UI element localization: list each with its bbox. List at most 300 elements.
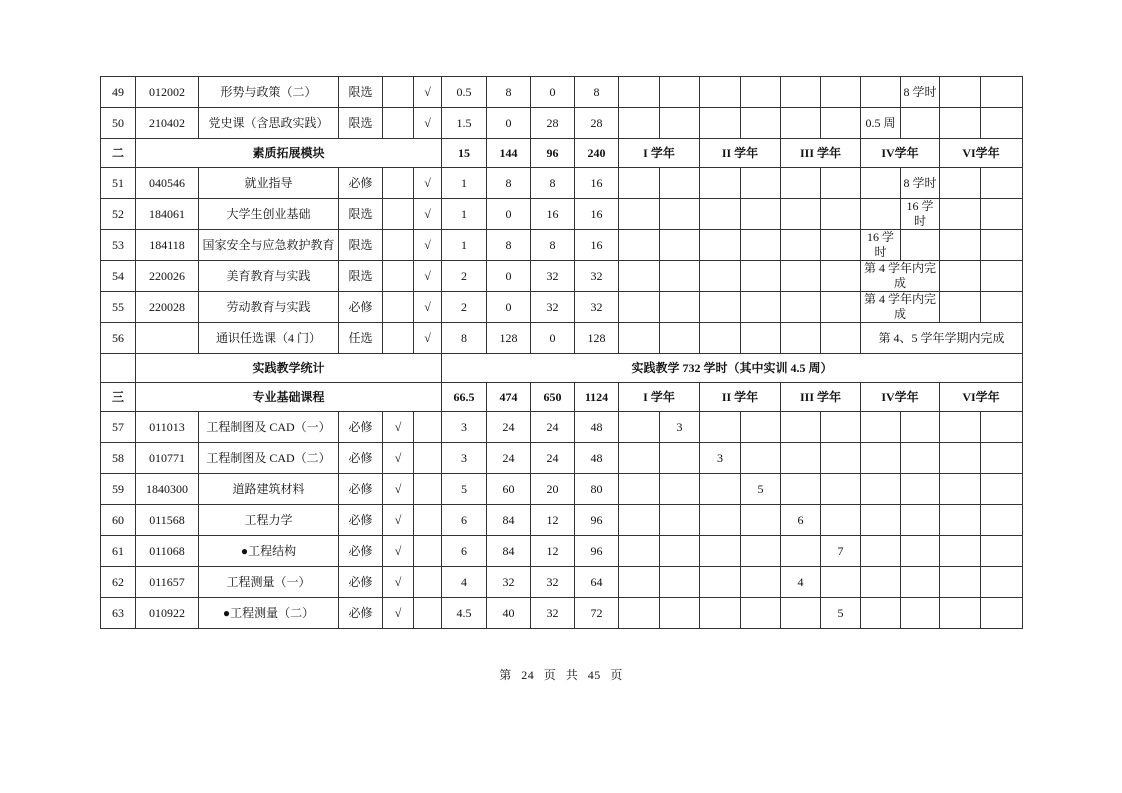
section-number: 二	[101, 139, 136, 168]
hours-theory: 8	[487, 77, 531, 108]
hours-total: 64	[575, 567, 619, 598]
year-header: II 学年	[700, 383, 781, 412]
semester-cell	[700, 292, 741, 323]
hours-theory: 32	[487, 567, 531, 598]
semester-cell	[619, 292, 660, 323]
semester-cell	[741, 412, 781, 443]
check-cell	[414, 536, 442, 567]
semester-cell	[781, 323, 821, 354]
page-unit: 页	[543, 668, 557, 682]
hours-practice: 16	[531, 199, 575, 230]
semester-cell	[981, 443, 1023, 474]
row-number: 51	[101, 168, 136, 199]
section-hours-practice: 650	[531, 383, 575, 412]
semester-cell	[861, 536, 901, 567]
check-cell: √	[414, 292, 442, 323]
semester-cell	[901, 230, 940, 261]
semester-cell: 7	[821, 536, 861, 567]
semester-cell	[700, 412, 741, 443]
semester-cell	[901, 108, 940, 139]
semester-cell	[821, 323, 861, 354]
hours-total: 8	[575, 77, 619, 108]
semester-cell	[981, 474, 1023, 505]
hours-practice: 8	[531, 168, 575, 199]
hours-practice: 8	[531, 230, 575, 261]
hours-practice: 0	[531, 323, 575, 354]
semester-cell	[861, 598, 901, 629]
row-number: 55	[101, 292, 136, 323]
section-header-row	[101, 139, 1023, 168]
hours-total: 16	[575, 199, 619, 230]
credit: 6	[442, 536, 487, 567]
check-cell: √	[414, 77, 442, 108]
course-type: 限选	[339, 108, 383, 139]
semester-cell	[700, 108, 741, 139]
completion-note: 第 4、5 学年学期内完成	[861, 323, 1023, 354]
semester-cell	[981, 536, 1023, 567]
row-number: 61	[101, 536, 136, 567]
semester-cell	[781, 292, 821, 323]
completion-note: 第 4 学年内完成	[861, 292, 940, 323]
semester-cell	[700, 505, 741, 536]
hours-practice: 12	[531, 505, 575, 536]
table-row	[101, 536, 1023, 567]
semester-cell	[861, 505, 901, 536]
semester-cell	[940, 77, 981, 108]
semester-cell	[619, 505, 660, 536]
course-name: 工程制图及 CAD（二）	[199, 443, 339, 474]
year-header: III 学年	[781, 383, 861, 412]
semester-cell	[781, 230, 821, 261]
hours-total: 32	[575, 261, 619, 292]
semester-cell	[781, 474, 821, 505]
course-type: 限选	[339, 261, 383, 292]
semester-cell	[781, 261, 821, 292]
hours-practice: 32	[531, 598, 575, 629]
semester-cell	[700, 77, 741, 108]
semester-cell	[741, 505, 781, 536]
semester-cell	[821, 108, 861, 139]
course-name: 形势与政策（二）	[199, 77, 339, 108]
semester-cell	[660, 199, 700, 230]
semester-cell	[741, 598, 781, 629]
hours-total: 72	[575, 598, 619, 629]
semester-cell	[660, 505, 700, 536]
row-number: 63	[101, 598, 136, 629]
semester-cell	[861, 412, 901, 443]
semester-cell	[741, 443, 781, 474]
semester-cell	[940, 292, 981, 323]
table-row	[101, 292, 1023, 323]
semester-cell	[981, 292, 1023, 323]
total-unit: 页	[610, 668, 623, 682]
course-type: 限选	[339, 230, 383, 261]
semester-cell	[660, 536, 700, 567]
section-header-row	[101, 383, 1023, 412]
table-row	[101, 77, 1023, 108]
section-title: 素质拓展模块	[136, 139, 442, 168]
course-code: 011657	[136, 567, 199, 598]
check-cell	[383, 77, 414, 108]
check-cell	[414, 505, 442, 536]
credit: 0.5	[442, 77, 487, 108]
hours-practice: 20	[531, 474, 575, 505]
course-code: 040546	[136, 168, 199, 199]
semester-cell	[821, 77, 861, 108]
semester-cell	[660, 108, 700, 139]
course-name: 道路建筑材料	[199, 474, 339, 505]
semester-cell	[660, 443, 700, 474]
semester-cell	[700, 567, 741, 598]
semester-cell	[660, 230, 700, 261]
hours-total: 48	[575, 443, 619, 474]
course-code: 011068	[136, 536, 199, 567]
semester-cell	[700, 323, 741, 354]
semester-cell: 0.5 周	[861, 108, 901, 139]
semester-cell	[660, 168, 700, 199]
course-type: 必修	[339, 598, 383, 629]
semester-cell	[619, 412, 660, 443]
semester-cell: 8 学时	[901, 77, 940, 108]
semester-cell	[981, 168, 1023, 199]
credit: 5	[442, 474, 487, 505]
semester-cell	[781, 412, 821, 443]
hours-practice: 12	[531, 536, 575, 567]
semester-cell	[981, 598, 1023, 629]
semester-cell	[940, 567, 981, 598]
check-cell	[383, 168, 414, 199]
semester-cell	[700, 230, 741, 261]
year-header: IV学年	[861, 383, 940, 412]
semester-cell: 16 学时	[861, 230, 901, 261]
check-cell: √	[383, 443, 414, 474]
course-code: 012002	[136, 77, 199, 108]
semester-cell: 3	[660, 412, 700, 443]
semester-cell	[981, 77, 1023, 108]
hours-practice: 28	[531, 108, 575, 139]
year-header: I 学年	[619, 383, 700, 412]
table-row	[101, 230, 1023, 261]
course-type: 必修	[339, 567, 383, 598]
semester-cell	[821, 168, 861, 199]
course-name: 劳动教育与实践	[199, 292, 339, 323]
row-number: 49	[101, 77, 136, 108]
row-number: 58	[101, 443, 136, 474]
semester-cell	[901, 474, 940, 505]
credit: 2	[442, 261, 487, 292]
hours-practice: 24	[531, 443, 575, 474]
semester-cell	[901, 443, 940, 474]
course-code: 220028	[136, 292, 199, 323]
semester-cell: 4	[781, 567, 821, 598]
course-type: 必修	[339, 474, 383, 505]
semester-cell	[741, 536, 781, 567]
semester-cell: 5	[741, 474, 781, 505]
semester-cell	[861, 77, 901, 108]
semester-cell	[901, 505, 940, 536]
practice-summary-row	[101, 354, 1023, 383]
check-cell	[414, 474, 442, 505]
row-number: 60	[101, 505, 136, 536]
semester-cell	[821, 567, 861, 598]
semester-cell	[981, 199, 1023, 230]
course-type: 必修	[339, 536, 383, 567]
semester-cell	[700, 199, 741, 230]
check-cell: √	[383, 598, 414, 629]
hours-theory: 60	[487, 474, 531, 505]
semester-cell	[940, 412, 981, 443]
credit: 3	[442, 443, 487, 474]
row-number: 50	[101, 108, 136, 139]
table-row	[101, 108, 1023, 139]
course-type: 必修	[339, 168, 383, 199]
semester-cell	[619, 77, 660, 108]
check-cell	[414, 412, 442, 443]
course-code	[136, 323, 199, 354]
table-row	[101, 261, 1023, 292]
section-hours-practice: 96	[531, 139, 575, 168]
semester-cell	[940, 168, 981, 199]
credit: 1	[442, 199, 487, 230]
course-code: 184118	[136, 230, 199, 261]
course-type: 必修	[339, 443, 383, 474]
semester-cell	[741, 199, 781, 230]
row-number: 54	[101, 261, 136, 292]
hours-practice: 0	[531, 77, 575, 108]
check-cell	[414, 598, 442, 629]
credit: 6	[442, 505, 487, 536]
course-code: 210402	[136, 108, 199, 139]
table-row	[101, 199, 1023, 230]
semester-cell	[821, 474, 861, 505]
hours-theory: 40	[487, 598, 531, 629]
check-cell: √	[414, 323, 442, 354]
semester-cell	[940, 230, 981, 261]
credit: 1.5	[442, 108, 487, 139]
check-cell	[383, 292, 414, 323]
semester-cell	[781, 199, 821, 230]
row-number: 59	[101, 474, 136, 505]
hours-theory: 24	[487, 412, 531, 443]
credit: 3	[442, 412, 487, 443]
page-number: 24	[521, 668, 535, 682]
section-number: 三	[101, 383, 136, 412]
check-cell: √	[414, 230, 442, 261]
semester-cell	[861, 567, 901, 598]
hours-total: 16	[575, 168, 619, 199]
table-row	[101, 323, 1023, 354]
semester-cell	[741, 108, 781, 139]
hours-theory: 128	[487, 323, 531, 354]
semester-cell: 6	[781, 505, 821, 536]
hours-practice: 32	[531, 292, 575, 323]
check-cell: √	[383, 536, 414, 567]
semester-cell	[821, 261, 861, 292]
semester-cell	[619, 108, 660, 139]
semester-cell	[700, 474, 741, 505]
hours-total: 32	[575, 292, 619, 323]
course-code: 220026	[136, 261, 199, 292]
course-type: 限选	[339, 77, 383, 108]
check-cell: √	[414, 261, 442, 292]
hours-total: 28	[575, 108, 619, 139]
course-type: 任选	[339, 323, 383, 354]
course-name: 工程制图及 CAD（一）	[199, 412, 339, 443]
credit: 4	[442, 567, 487, 598]
hours-theory: 0	[487, 199, 531, 230]
check-cell	[383, 261, 414, 292]
check-cell: √	[383, 474, 414, 505]
year-header: IV学年	[861, 139, 940, 168]
hours-total: 80	[575, 474, 619, 505]
check-cell: √	[414, 168, 442, 199]
semester-cell	[940, 443, 981, 474]
semester-cell	[619, 443, 660, 474]
course-code: 011013	[136, 412, 199, 443]
semester-cell	[861, 443, 901, 474]
semester-cell	[660, 292, 700, 323]
check-cell	[414, 443, 442, 474]
semester-cell	[901, 598, 940, 629]
semester-cell	[981, 412, 1023, 443]
table-row	[101, 505, 1023, 536]
hours-practice: 32	[531, 567, 575, 598]
credit: 1	[442, 168, 487, 199]
semester-cell	[660, 567, 700, 598]
course-name: ●工程测量（二）	[199, 598, 339, 629]
course-name: ●工程结构	[199, 536, 339, 567]
hours-total: 96	[575, 505, 619, 536]
semester-cell	[619, 199, 660, 230]
section-credit: 66.5	[442, 383, 487, 412]
semester-cell	[940, 598, 981, 629]
year-header: VI学年	[940, 139, 1023, 168]
semester-cell	[781, 77, 821, 108]
semester-cell	[821, 443, 861, 474]
semester-cell: 16 学时	[901, 199, 940, 230]
row-number: 62	[101, 567, 136, 598]
semester-cell	[700, 261, 741, 292]
course-type: 必修	[339, 412, 383, 443]
hours-theory: 8	[487, 168, 531, 199]
semester-cell	[741, 77, 781, 108]
course-name: 美育教育与实践	[199, 261, 339, 292]
course-name: 就业指导	[199, 168, 339, 199]
hours-total: 16	[575, 230, 619, 261]
section-hours-theory: 144	[487, 139, 531, 168]
practice-summary: 实践教学 732 学时（其中实训 4.5 周）	[442, 354, 1023, 383]
hours-theory: 0	[487, 261, 531, 292]
check-cell: √	[414, 108, 442, 139]
credit: 8	[442, 323, 487, 354]
course-name: 工程测量（一）	[199, 567, 339, 598]
hours-theory: 84	[487, 505, 531, 536]
semester-cell	[619, 261, 660, 292]
section-credit: 15	[442, 139, 487, 168]
semester-cell	[619, 598, 660, 629]
year-header: I 学年	[619, 139, 700, 168]
section-hours-total: 240	[575, 139, 619, 168]
semester-cell	[940, 108, 981, 139]
semester-cell	[619, 567, 660, 598]
semester-cell	[901, 536, 940, 567]
semester-cell	[981, 108, 1023, 139]
semester-cell	[861, 168, 901, 199]
semester-cell	[981, 567, 1023, 598]
credit: 4.5	[442, 598, 487, 629]
semester-cell	[901, 567, 940, 598]
semester-cell	[781, 443, 821, 474]
semester-cell	[619, 536, 660, 567]
semester-cell	[940, 536, 981, 567]
hours-total: 48	[575, 412, 619, 443]
semester-cell	[660, 77, 700, 108]
semester-cell	[821, 505, 861, 536]
hours-total: 96	[575, 536, 619, 567]
check-cell: √	[383, 505, 414, 536]
row-number: 52	[101, 199, 136, 230]
course-name: 党史课（含思政实践）	[199, 108, 339, 139]
semester-cell	[660, 323, 700, 354]
table-body	[101, 77, 1023, 629]
page-footer	[0, 666, 1122, 683]
course-code: 010771	[136, 443, 199, 474]
semester-cell	[821, 230, 861, 261]
hours-theory: 0	[487, 108, 531, 139]
course-name: 国家安全与应急救护教育	[199, 230, 339, 261]
semester-cell	[821, 292, 861, 323]
total-label: 共	[565, 668, 579, 682]
semester-cell	[741, 168, 781, 199]
semester-cell: 3	[700, 443, 741, 474]
course-type: 限选	[339, 199, 383, 230]
check-cell	[383, 108, 414, 139]
course-type: 必修	[339, 292, 383, 323]
page-label: 第	[499, 668, 512, 682]
check-cell	[383, 230, 414, 261]
table-row	[101, 567, 1023, 598]
semester-cell	[619, 323, 660, 354]
semester-cell	[940, 505, 981, 536]
blank-cell	[101, 354, 136, 383]
semester-cell	[700, 168, 741, 199]
course-type: 必修	[339, 505, 383, 536]
section-title: 专业基础课程	[136, 383, 442, 412]
total-pages: 45	[587, 668, 601, 682]
semester-cell	[821, 412, 861, 443]
row-number: 53	[101, 230, 136, 261]
semester-cell	[861, 474, 901, 505]
semester-cell	[660, 598, 700, 629]
semester-cell	[861, 199, 901, 230]
semester-cell	[741, 567, 781, 598]
semester-cell	[700, 536, 741, 567]
course-code: 010922	[136, 598, 199, 629]
hours-practice: 32	[531, 261, 575, 292]
course-code: 184061	[136, 199, 199, 230]
semester-cell	[660, 474, 700, 505]
semester-cell	[940, 261, 981, 292]
check-cell	[383, 199, 414, 230]
completion-note: 第 4 学年内完成	[861, 261, 940, 292]
semester-cell: 8 学时	[901, 168, 940, 199]
semester-cell	[660, 261, 700, 292]
credit: 2	[442, 292, 487, 323]
semester-cell	[741, 292, 781, 323]
course-name: 大学生创业基础	[199, 199, 339, 230]
table-row	[101, 412, 1023, 443]
year-header: II 学年	[700, 139, 781, 168]
